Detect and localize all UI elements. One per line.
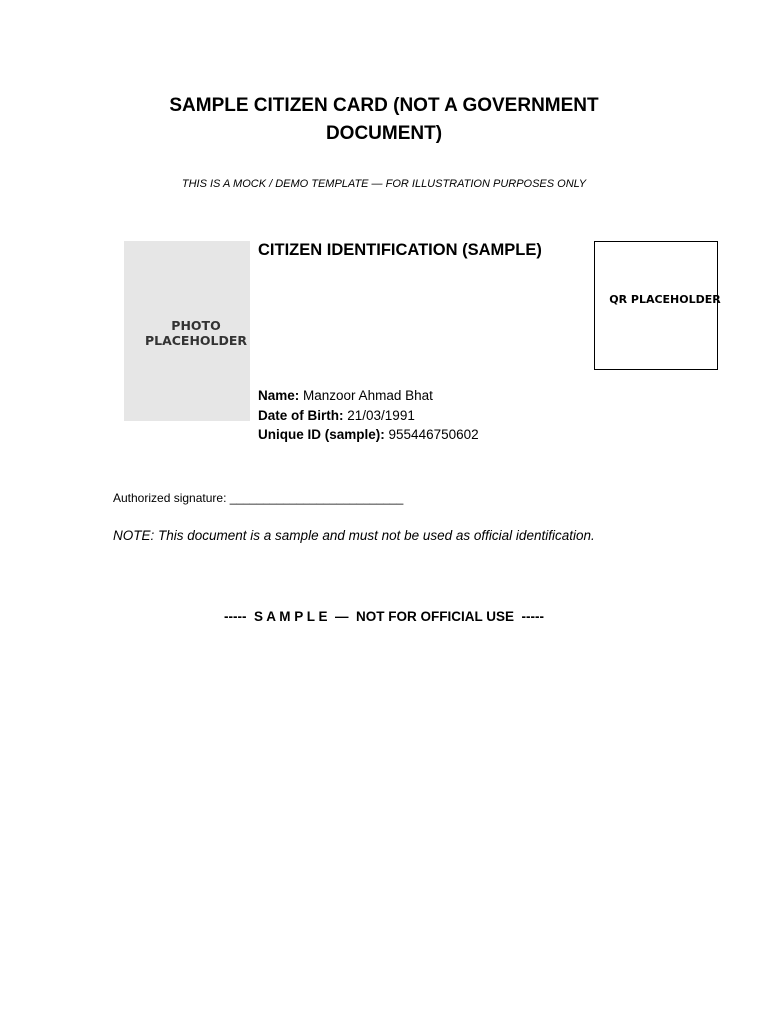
field-dob <box>258 406 479 426</box>
field-unique-id-value: 955446750602 <box>388 427 479 442</box>
card-fields <box>258 386 479 445</box>
photo-placeholder-label: PHOTO PLACEHOLDER <box>144 318 248 348</box>
footer-banner: ----- S A M P L E — NOT FOR OFFICIAL USE ----- <box>224 609 544 624</box>
signature-line <box>113 491 403 505</box>
field-dob-label: Date of Birth: <box>258 407 344 423</box>
disclaimer-note: NOTE: This document is a sample and must not be used as official identification. <box>113 528 595 543</box>
card-title: CITIZEN IDENTIFICATION (SAMPLE) <box>258 241 542 259</box>
field-unique-id <box>258 425 479 445</box>
signature-label: Authorized signature: <box>113 491 227 505</box>
document-title: SAMPLE CITIZEN CARD (NOT A GOVERNMENT DOCUMENT) <box>169 95 599 144</box>
field-name <box>258 386 479 406</box>
field-dob-value: 21/03/1991 <box>347 407 415 423</box>
field-name-value: Manzoor Ahmad Bhat <box>303 388 433 403</box>
signature-blank: __________________________ <box>229 491 404 505</box>
qr-placeholder-label: QR PLACEHOLDER <box>609 293 721 306</box>
document-subtitle: THIS IS A MOCK / DEMO TEMPLATE — FOR ILLUSTRATION PURPOSES ONLY <box>181 178 587 190</box>
field-unique-id-label: Unique ID (sample): <box>258 427 385 442</box>
field-name-label: Name: <box>258 388 300 403</box>
